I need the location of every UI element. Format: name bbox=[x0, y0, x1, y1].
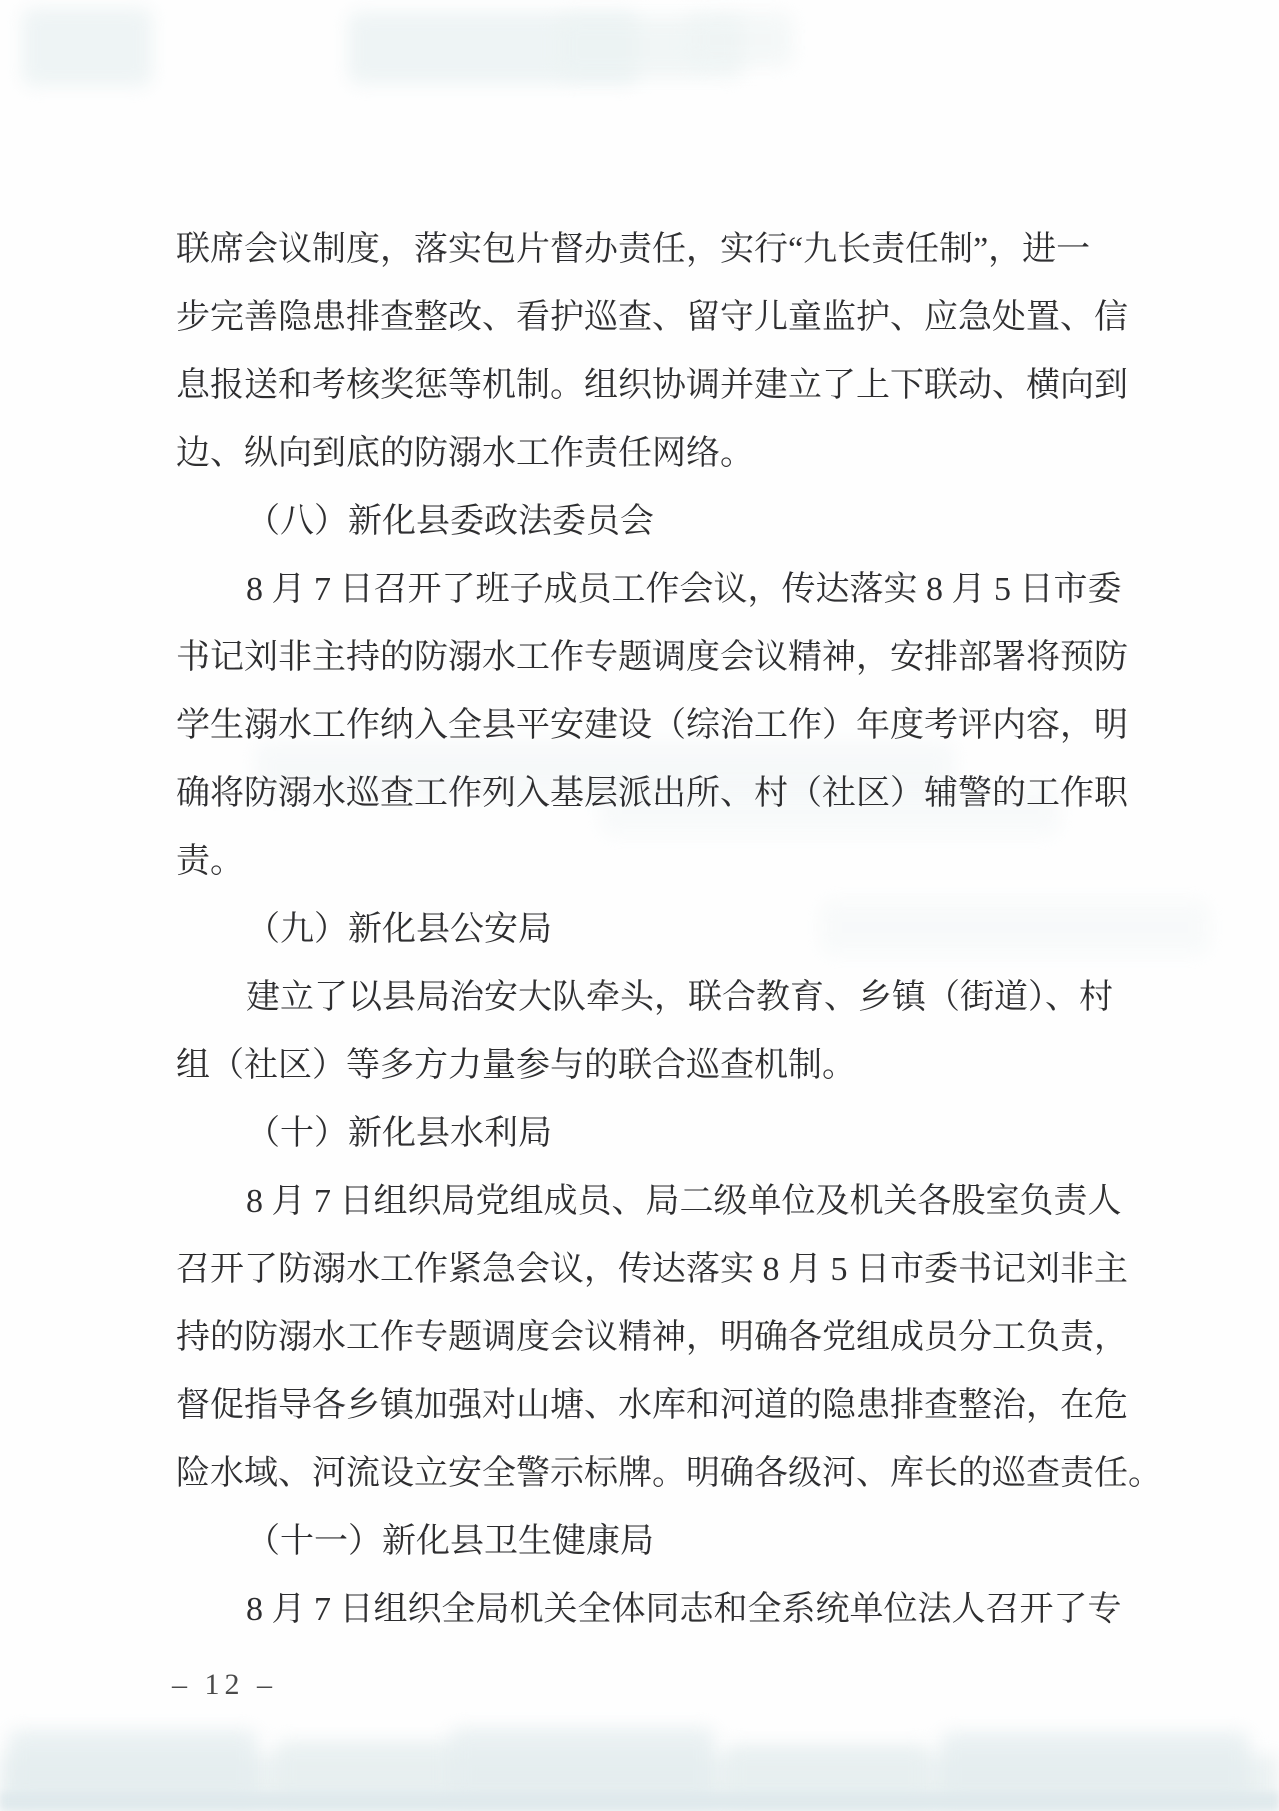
text-line: 建立了以县局治安大队牵头，联合教育、乡镇（街道）、村 bbox=[246, 979, 1113, 1016]
text-line: 8 月 7 日组织全局机关全体同志和全系统单位法人召开了专 bbox=[246, 1591, 1122, 1628]
text-line: 8 月 7 日召开了班子成员工作会议，传达落实 8 月 5 日市委 bbox=[246, 571, 1122, 608]
scan-bleedthrough-artifact bbox=[275, 1740, 460, 1802]
text-line: 联席会议制度，落实包片督办责任，实行“九长责任制”，进一 bbox=[176, 231, 1091, 268]
document-body bbox=[176, 216, 1162, 1644]
text-line: 组（社区）等多方力量参与的联合巡查机制。 bbox=[176, 1047, 856, 1084]
scan-bleedthrough-artifact bbox=[725, 1744, 930, 1804]
section-heading: （十一）新化县卫生健康局 bbox=[246, 1523, 654, 1560]
text-line: 8 月 7 日组织局党组成员、局二级单位及机关各股室负责人 bbox=[246, 1183, 1122, 1220]
text-line: 督促指导各乡镇加强对山塘、水库和河道的隐患排查整治，在危 bbox=[176, 1387, 1128, 1424]
text-line: 息报送和考核奖惩等机制。组织协调并建立了上下联动、横向到 bbox=[176, 367, 1128, 404]
text-line: 书记刘非主持的防溺水工作专题调度会议精神，安排部署将预防 bbox=[176, 639, 1128, 676]
text-line: 步完善隐患排查整改、看护巡查、留守儿童监护、应急处置、信 bbox=[176, 299, 1128, 336]
scan-bleedthrough-artifact bbox=[22, 8, 152, 86]
text-line: 边、纵向到底的防溺水工作责任网络。 bbox=[176, 435, 754, 472]
section-heading: （八）新化县委政法委员会 bbox=[246, 503, 654, 540]
section-heading: （十）新化县水利局 bbox=[246, 1115, 552, 1152]
scan-bleedthrough-artifact bbox=[0, 1755, 1279, 1811]
page-number: – 12 – bbox=[172, 1668, 277, 1701]
text-line: 学生溺水工作纳入全县平安建设（综治工作）年度考评内容，明 bbox=[176, 707, 1128, 744]
scan-bleedthrough-artifact bbox=[940, 1732, 1250, 1804]
text-line: 责。 bbox=[176, 843, 244, 880]
scan-bleedthrough-artifact bbox=[558, 16, 743, 78]
text-line: 持的防溺水工作专题调度会议精神，明确各党组成员分工负责， bbox=[176, 1319, 1128, 1356]
text-line: 险水域、河流设立安全警示标牌。明确各级河、库长的巡查责任。 bbox=[176, 1455, 1162, 1492]
scan-bleedthrough-artifact bbox=[450, 1728, 715, 1804]
scan-bleedthrough-artifact bbox=[688, 12, 793, 67]
scan-bleedthrough-artifact bbox=[0, 1792, 1279, 1811]
scan-bleedthrough-artifact bbox=[8, 1730, 258, 1802]
scan-bleedthrough-artifact bbox=[348, 12, 638, 84]
section-heading: （九）新化县公安局 bbox=[246, 911, 552, 948]
text-line: 召开了防溺水工作紧急会议，传达落实 8 月 5 日市委书记刘非主 bbox=[176, 1251, 1128, 1288]
text-line: 确将防溺水巡查工作列入基层派出所、村（社区）辅警的工作职 bbox=[176, 775, 1128, 812]
